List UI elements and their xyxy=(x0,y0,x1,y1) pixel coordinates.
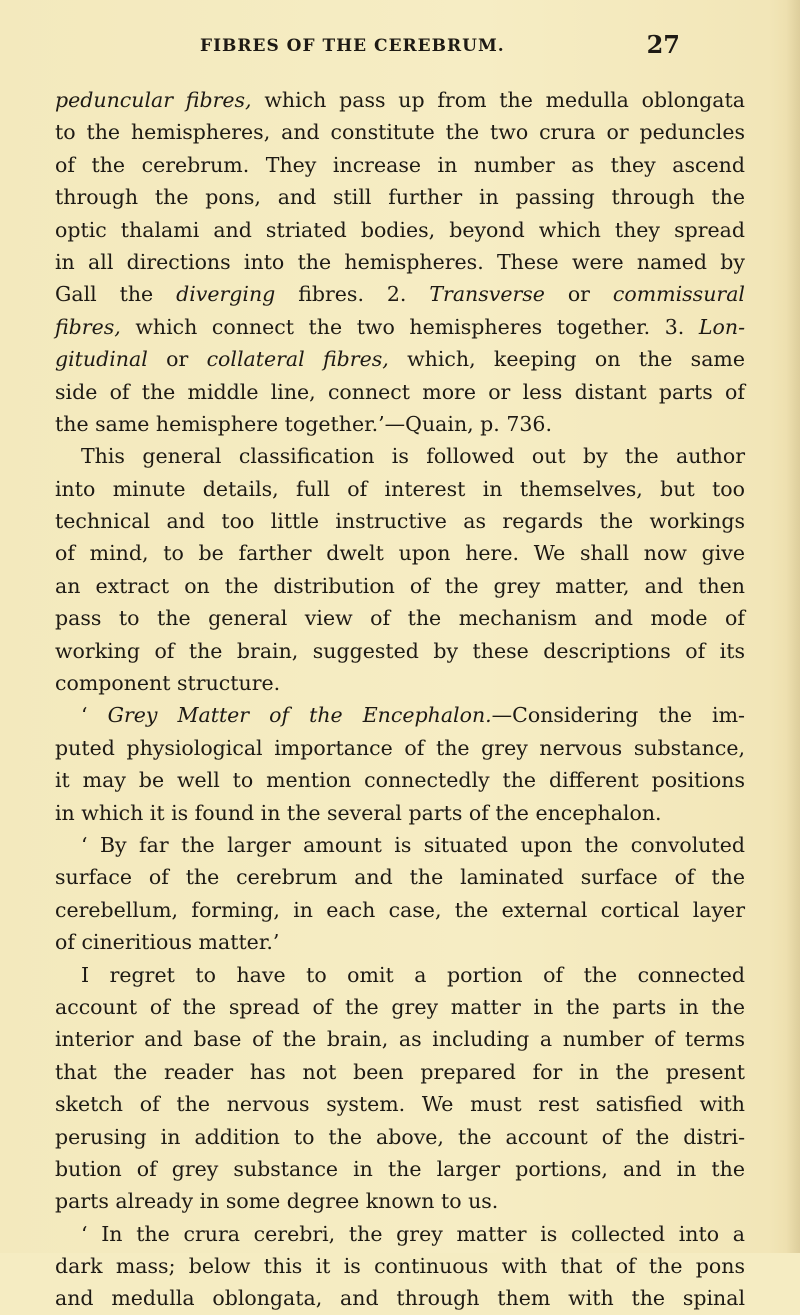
text-line xyxy=(55,537,745,569)
text-line xyxy=(55,1250,745,1282)
text-run: —Considering the im- xyxy=(491,703,745,728)
running-head xyxy=(200,30,680,64)
text-line xyxy=(55,667,745,699)
text-run: which pass up from the medulla oblongata xyxy=(251,88,745,112)
text-line xyxy=(55,1088,745,1120)
text-run: into minute details, full of interest in themselves, but too xyxy=(55,476,745,501)
text-run: ‘ In the crura cerebri, the grey matter is collected into a xyxy=(81,1221,745,1246)
text-line xyxy=(55,861,745,893)
text-line xyxy=(55,1121,745,1153)
italic-text: Lon- xyxy=(698,314,745,339)
text-line xyxy=(55,246,745,278)
text-line xyxy=(55,214,745,246)
page-number: 27 xyxy=(646,30,680,59)
text-run: through the pons, and still further in passing through the xyxy=(55,185,745,210)
text-run: This general classification is followed out by the author xyxy=(81,444,745,469)
text-run: ‘ By far the larger amount is situated upon the convoluted xyxy=(81,832,745,857)
text-run: which connect the two hemispheres together. 3. xyxy=(120,314,699,339)
text-run: fibres. 2. xyxy=(275,282,430,307)
text-run: of mind, to be farther dwelt upon here. We shall now give xyxy=(55,541,745,566)
text-run: sketch of the nervous system. We must rest satisfied with xyxy=(55,1092,745,1117)
text-line xyxy=(55,764,745,796)
text-line xyxy=(55,84,745,116)
text-run: which, keeping on the same xyxy=(388,347,745,372)
text-line xyxy=(55,1153,745,1185)
text-run: dark mass; below this it is continuous with that of the pons xyxy=(55,1254,745,1279)
text-line xyxy=(55,926,745,958)
text-line xyxy=(55,149,745,181)
page-edge-shadow xyxy=(786,0,800,1253)
text-run: technical and too little instructive as regards the workings xyxy=(55,509,745,534)
text-run: or xyxy=(544,282,613,307)
text-run: and medulla oblongata, and through them with the spinal xyxy=(55,1286,745,1311)
text-run: an extract on the distribution of the grey matter, and then xyxy=(55,573,745,598)
text-line xyxy=(55,959,745,991)
italic-text: diverging xyxy=(176,282,276,307)
text-line xyxy=(55,991,745,1023)
text-run: I regret to have to omit a portion of the connected xyxy=(81,962,745,987)
text-run: optic thalami and striated bodies, beyond which they spread xyxy=(55,217,745,242)
text-line xyxy=(55,116,745,148)
text-run: working of the brain, suggested by these descriptions of its xyxy=(55,638,745,663)
italic-text: commissural xyxy=(612,282,745,307)
text-line xyxy=(55,1185,745,1217)
text-run: that the reader has not been prepared for in the present xyxy=(55,1059,745,1084)
text-run: ‘ xyxy=(81,703,108,728)
text-run: in which it is found in the several parts of the encephalon. xyxy=(55,800,662,825)
text-run: of the cerebrum. They increase in number as they ascend xyxy=(55,152,745,177)
text-line xyxy=(55,894,745,926)
text-run: pass to the general view of the mechanism and mode of xyxy=(55,606,745,631)
text-line xyxy=(55,1282,745,1314)
text-line xyxy=(55,440,745,472)
italic-text: Transverse xyxy=(429,282,545,307)
text-run: Gall the xyxy=(55,282,177,307)
text-line xyxy=(55,278,745,310)
text-line xyxy=(55,570,745,602)
text-line xyxy=(55,829,745,861)
text-run: puted physiological importance of the grey nervous substance, xyxy=(55,735,745,760)
text-line xyxy=(55,505,745,537)
italic-text: gitudinal xyxy=(55,347,148,372)
text-line xyxy=(55,1218,745,1250)
text-line xyxy=(55,408,745,440)
text-line xyxy=(55,181,745,213)
text-run: in all directions into the hemispheres. These were named by xyxy=(55,249,745,274)
text-line xyxy=(55,635,745,667)
text-run: of cineritious matter.’ xyxy=(55,930,280,955)
text-run: side of the middle line, connect more or less distant parts of xyxy=(55,379,745,404)
text-line xyxy=(55,311,745,343)
body-text xyxy=(55,84,745,1315)
text-run: bution of grey substance in the larger portions, and in the xyxy=(55,1156,745,1181)
italic-text: fibres, xyxy=(55,314,121,339)
text-run: surface of the cerebrum and the laminated surface of the xyxy=(55,865,745,890)
italic-text: peduncular fibres, xyxy=(55,88,252,112)
text-line xyxy=(55,602,745,634)
text-line xyxy=(55,797,745,829)
italic-text: Grey Matter of the Encephalon. xyxy=(107,703,492,728)
text-line xyxy=(55,699,745,731)
text-run: perusing in addition to the above, the account of the distri- xyxy=(55,1124,745,1149)
text-line xyxy=(55,732,745,764)
text-run: interior and base of the brain, as including a number of terms xyxy=(55,1027,745,1052)
running-head-title: FIBRES OF THE CEREBRUM. xyxy=(200,36,505,56)
text-line xyxy=(55,1056,745,1088)
text-run: it may be well to mention connectedly the different positions xyxy=(55,768,745,793)
text-run: the same hemisphere together.’—Quain, p. 736. xyxy=(55,411,552,436)
text-line xyxy=(55,473,745,505)
text-run: parts already in some degree known to us. xyxy=(55,1189,499,1214)
text-line xyxy=(55,1023,745,1055)
text-line xyxy=(55,343,745,375)
text-line xyxy=(55,376,745,408)
text-run: account of the spread of the grey matter in the parts in the xyxy=(55,994,745,1019)
italic-text: collateral fibres, xyxy=(206,347,389,372)
text-run: or xyxy=(147,347,207,372)
text-run: component structure. xyxy=(55,671,281,696)
text-run: cerebellum, forming, in each case, the external cortical layer xyxy=(55,897,745,922)
text-run: to the hemispheres, and constitute the two crura or peduncles xyxy=(55,120,745,145)
